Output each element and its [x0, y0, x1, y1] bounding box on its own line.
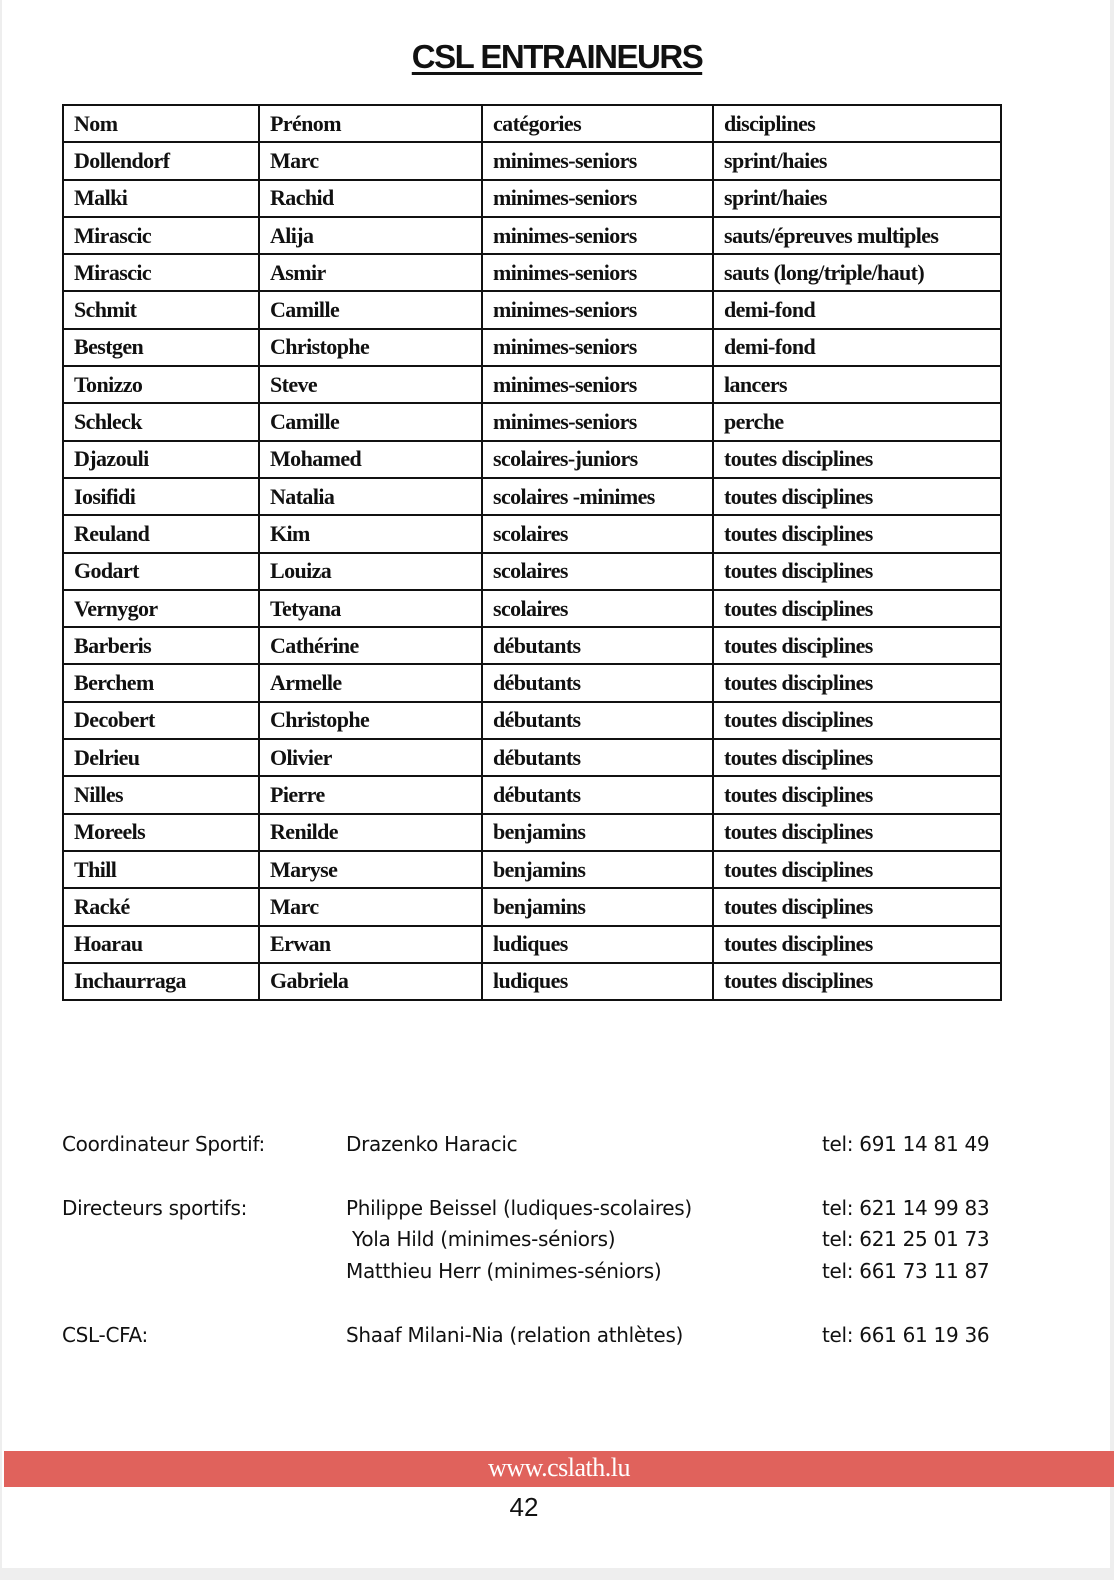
cell-prenom: Mohamed	[259, 441, 482, 478]
cell-prenom: Olivier	[259, 739, 482, 776]
cell-nom: Barberis	[63, 627, 259, 664]
cell-categories: minimes-seniors	[482, 366, 713, 403]
table-row	[63, 291, 1001, 328]
cell-prenom: Marc	[259, 142, 482, 179]
cell-disciplines: toutes disciplines	[713, 441, 1001, 478]
footer-bar	[4, 1451, 1114, 1487]
cell-nom: Godart	[63, 553, 259, 590]
table-row	[63, 739, 1001, 776]
cell-categories: benjamins	[482, 814, 713, 851]
table-row	[63, 888, 1001, 925]
cell-prenom: Pierre	[259, 776, 482, 813]
table-row	[63, 776, 1001, 813]
cell-prenom: Camille	[259, 291, 482, 328]
cell-categories: scolaires -minimes	[482, 478, 713, 515]
cell-disciplines: toutes disciplines	[713, 888, 1001, 925]
table-row	[63, 217, 1001, 254]
cell-nom: Djazouli	[63, 441, 259, 478]
cell-nom: Racké	[63, 888, 259, 925]
cell-prenom: Camille	[259, 403, 482, 440]
cell-categories: minimes-seniors	[482, 254, 713, 291]
cell-disciplines: lancers	[713, 366, 1001, 403]
table-row	[63, 627, 1001, 664]
cell-categories: minimes-seniors	[482, 142, 713, 179]
cell-categories: ludiques	[482, 926, 713, 963]
cell-nom: Hoarau	[63, 926, 259, 963]
cell-nom: Iosifidi	[63, 478, 259, 515]
contact-tel: tel: 691 14 81 49	[822, 1132, 990, 1156]
contact-label: CSL-CFA:	[62, 1323, 148, 1347]
table-row	[63, 926, 1001, 963]
cell-prenom: Christophe	[259, 329, 482, 366]
cell-disciplines: disciplines	[713, 105, 1001, 142]
cell-prenom: Renilde	[259, 814, 482, 851]
cell-prenom: Steve	[259, 366, 482, 403]
contact-tel: tel: 661 73 11 87	[822, 1259, 990, 1283]
cell-categories: minimes-seniors	[482, 291, 713, 328]
cell-disciplines: toutes disciplines	[713, 814, 1001, 851]
cell-disciplines: demi-fond	[713, 329, 1001, 366]
cell-disciplines: toutes disciplines	[713, 478, 1001, 515]
cell-prenom: Natalia	[259, 478, 482, 515]
page-title: CSL ENTRAINEURS	[411, 38, 703, 75]
cell-prenom: Marc	[259, 888, 482, 925]
cell-nom: Malki	[63, 180, 259, 217]
table-row	[63, 590, 1001, 627]
cell-nom: Inchaurraga	[63, 963, 259, 1000]
cell-nom: Bestgen	[63, 329, 259, 366]
cell-disciplines: sauts (long/triple/haut)	[713, 254, 1001, 291]
cell-disciplines: toutes disciplines	[713, 664, 1001, 701]
cell-disciplines: toutes disciplines	[713, 515, 1001, 552]
cell-categories: catégories	[482, 105, 713, 142]
table-row	[63, 441, 1001, 478]
cell-categories: débutants	[482, 702, 713, 739]
cell-nom: Reuland	[63, 515, 259, 552]
contact-tel: tel: 621 14 99 83	[822, 1196, 990, 1220]
cell-prenom: Erwan	[259, 926, 482, 963]
cell-disciplines: toutes disciplines	[713, 702, 1001, 739]
cell-nom: Decobert	[63, 702, 259, 739]
cell-nom: Berchem	[63, 664, 259, 701]
cell-prenom: Alija	[259, 217, 482, 254]
table-row	[63, 814, 1001, 851]
cell-categories: scolaires	[482, 553, 713, 590]
cell-categories: débutants	[482, 664, 713, 701]
table-row	[63, 963, 1001, 1000]
table-row	[63, 329, 1001, 366]
cell-disciplines: demi-fond	[713, 291, 1001, 328]
cell-nom: Nilles	[63, 776, 259, 813]
cell-categories: minimes-seniors	[482, 217, 713, 254]
cell-disciplines: toutes disciplines	[713, 851, 1001, 888]
cell-disciplines: perche	[713, 403, 1001, 440]
cell-categories: scolaires	[482, 515, 713, 552]
cell-nom: Thill	[63, 851, 259, 888]
table-row	[63, 515, 1001, 552]
cell-prenom: Armelle	[259, 664, 482, 701]
table-row	[63, 366, 1001, 403]
table-header-row	[63, 105, 1001, 142]
website-link[interactable]: www.cslath.lu	[487, 1453, 630, 1482]
cell-nom: Dollendorf	[63, 142, 259, 179]
cell-categories: scolaires	[482, 590, 713, 627]
cell-nom: Delrieu	[63, 739, 259, 776]
table-row	[63, 702, 1001, 739]
cell-categories: minimes-seniors	[482, 329, 713, 366]
contact-name: Philippe Beissel (ludiques-scolaires)	[346, 1196, 692, 1220]
contact-label: Coordinateur Sportif:	[62, 1132, 265, 1156]
cell-disciplines: toutes disciplines	[713, 739, 1001, 776]
cell-categories: débutants	[482, 739, 713, 776]
coaches-table	[62, 104, 1002, 1001]
contact-name: Drazenko Haracic	[346, 1132, 518, 1156]
contact-label: Directeurs sportifs:	[62, 1196, 248, 1220]
cell-nom: Moreels	[63, 814, 259, 851]
cell-nom: Tonizzo	[63, 366, 259, 403]
cell-prenom: Asmir	[259, 254, 482, 291]
cell-disciplines: toutes disciplines	[713, 627, 1001, 664]
cell-prenom: Tetyana	[259, 590, 482, 627]
cell-categories: scolaires-juniors	[482, 441, 713, 478]
cell-categories: benjamins	[482, 851, 713, 888]
table-row	[63, 478, 1001, 515]
cell-categories: benjamins	[482, 888, 713, 925]
table-row	[63, 851, 1001, 888]
cell-disciplines: toutes disciplines	[713, 926, 1001, 963]
page-number: 42	[509, 1492, 539, 1522]
table-row	[63, 180, 1001, 217]
cell-disciplines: toutes disciplines	[713, 553, 1001, 590]
table-row	[63, 142, 1001, 179]
cell-categories: minimes-seniors	[482, 403, 713, 440]
table-row	[63, 254, 1001, 291]
cell-categories: minimes-seniors	[482, 180, 713, 217]
cell-prenom: Maryse	[259, 851, 482, 888]
cell-prenom: Prénom	[259, 105, 482, 142]
contact-name: Yola Hild (minimes-séniors)	[346, 1227, 616, 1251]
cell-prenom: Kim	[259, 515, 482, 552]
contact-name: Matthieu Herr (minimes-séniors)	[346, 1259, 662, 1283]
cell-categories: débutants	[482, 627, 713, 664]
cell-prenom: Christophe	[259, 702, 482, 739]
cell-nom: Vernygor	[63, 590, 259, 627]
cell-prenom: Rachid	[259, 180, 482, 217]
cell-nom: Schleck	[63, 403, 259, 440]
cell-prenom: Louiza	[259, 553, 482, 590]
cell-prenom: Cathérine	[259, 627, 482, 664]
cell-nom: Nom	[63, 105, 259, 142]
cell-categories: ludiques	[482, 963, 713, 1000]
cell-disciplines: sprint/haies	[713, 142, 1001, 179]
cell-prenom: Gabriela	[259, 963, 482, 1000]
cell-disciplines: sauts/épreuves multiples	[713, 217, 1001, 254]
cell-nom: Mirascic	[63, 254, 259, 291]
cell-disciplines: toutes disciplines	[713, 776, 1001, 813]
cell-disciplines: sprint/haies	[713, 180, 1001, 217]
contact-name: Shaaf Milani-Nia (relation athlètes)	[346, 1323, 684, 1347]
cell-nom: Schmit	[63, 291, 259, 328]
table-row	[63, 553, 1001, 590]
cell-disciplines: toutes disciplines	[713, 963, 1001, 1000]
contact-tel: tel: 621 25 01 73	[822, 1227, 990, 1251]
table-row	[63, 403, 1001, 440]
cell-nom: Mirascic	[63, 217, 259, 254]
table-row	[63, 664, 1001, 701]
contact-tel: tel: 661 61 19 36	[822, 1323, 990, 1347]
cell-disciplines: toutes disciplines	[713, 590, 1001, 627]
cell-categories: débutants	[482, 776, 713, 813]
